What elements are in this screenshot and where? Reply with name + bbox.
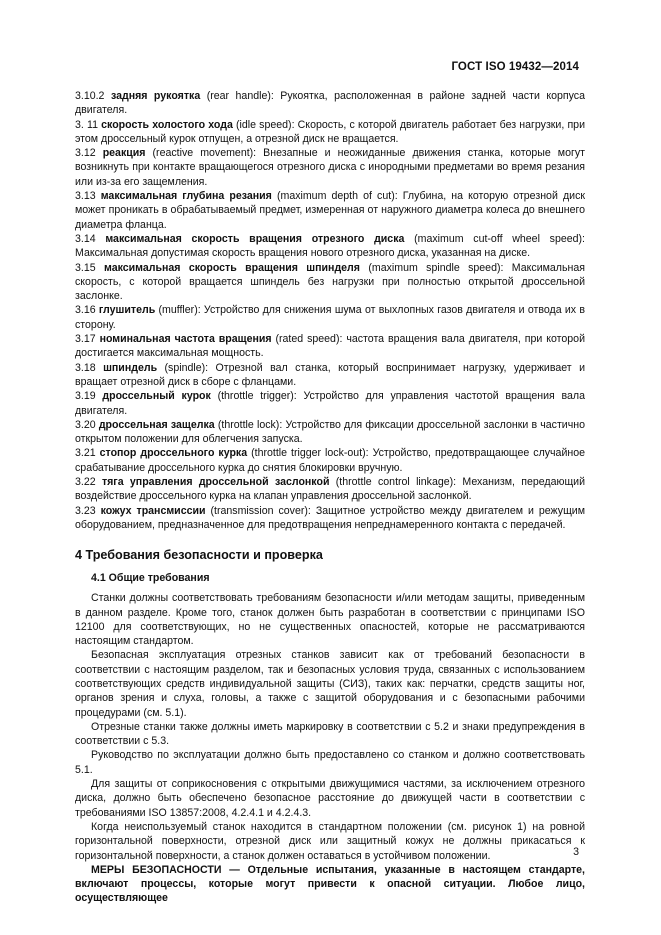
safety-warning: МЕРЫ БЕЗОПАСНОСТИ — Отдельные испытания, указанные в настоящем стандарте, включают процессы, которые могут привести к опасной ситуации. Любое лицо, осуществляющее <box>75 863 585 905</box>
definition-item: 3.19 дроссельный курок (throttle trigger): Устройство для управления частотой вращения вала двигателя. <box>75 390 585 417</box>
definition-item: 3.12 реакция (reactive movement): Внезапные и неожиданные движения станка, которые могут возникнуть при контакте вращающегося отрезного диска с инородными предметами во время резания или из-за его защемления. <box>75 147 585 188</box>
definition-item: 3.10.2 задняя рукоятка (rear handle): Рукоятка, расположенная в районе задней части корпуса двигателя. <box>75 90 585 117</box>
definition-item: 3.21 стопор дроссельного курка (throttle trigger lock-out): Устройство, предотвращающее случайное срабатывание дроссельного курка до снятия блокировки вручную. <box>75 447 586 474</box>
document-header: ГОСТ ISO 19432—2014 <box>451 61 579 73</box>
definition-item: 3.13 максимальная глубина резания (maximum depth of cut): Глубина, на которую отрезной диск может проникать в обрабатываемый предмет, измеренная от наружного диаметра колеса до внешнего диаметра фланца. <box>75 190 585 231</box>
definitions-list <box>75 89 585 532</box>
definition-item: 3.14 максимальная скорость вращения отрезного диска (maximum cut-off wheel speed): Максимальная допустимая скорость вращения нового отрезного диска, указанная на диске. <box>75 232 585 260</box>
body-paragraph: Руководство по эксплуатации должно быть предоставлено со станком и должно соответствовать 5.1. <box>75 749 585 776</box>
definition-item: 3. 11 скорость холостого хода (idle speed): Скорость, с которой двигатель работает без нагрузки, при этом дроссельный курок отпущен, а отрезной диск не вращается. <box>75 118 585 145</box>
definition-item: 3.22 тяга управления дроссельной заслонкой (throttle control linkage): Механизм, передающий воздействие дроссельного курка на клапан управления дроссельной заслонкой. <box>75 476 585 503</box>
definition-item: 3.16 глушитель (muffler): Устройство для снижения шума от выхлопных газов двигателя и отвода их в сторону. <box>75 304 585 331</box>
definition-item: 3.15 максимальная скорость вращения шпинделя (maximum spindle speed): Максимальная скорость, с которой вращается шпиндель без нагрузки при полностью открытой дроссельной заслонке. <box>75 261 585 303</box>
definition-item: 3.18 шпиндель (spindle): Отрезной вал станка, который воспринимает нагрузку, удерживает и вращает отрезной диск в сборе с фланцами. <box>75 361 585 388</box>
body-paragraph: Для защиты от соприкосновения с открытыми движущимися частями, за исключением отрезного диска, должно быть обеспечено безопасное расстояние до движущей части в соответствии с требованиями ISO 13857:2008, 4.2.4.1 и 4.2.4.3. <box>75 778 585 819</box>
page-number: 3 <box>573 846 579 858</box>
definition-item: 3.17 номинальная частота вращения (rated speed): частота вращения вала двигателя, при которой достигается максимальная мощность. <box>75 333 585 360</box>
body-paragraph: Безопасная эксплуатация отрезных станков зависит как от требований безопасности в соответствии с настоящим разделом, так и безопасных условия труда, связанных с использованием соответствующих средств индивидуальной защиты (СИЗ), таких как: перчатки, средств защиты ног, органов зрения и слуха, головы, а также с защитой оборудования и с безопасными рабочими процедурами (см. 5.1). <box>75 649 585 719</box>
page-content <box>75 89 585 906</box>
definition-item: 3.23 кожух трансмиссии (transmission cover): Защитное устройство между двигателем и режущим оборудованием, предназначенное для предотвращения непреднамеренного контакта с передачей. <box>75 504 585 531</box>
body-paragraph: Отрезные станки также должны иметь маркировку в соответствии с 5.2 и знаки предупреждения в соответствии с 5.3. <box>75 720 585 748</box>
definition-item: 3.20 дроссельная защелка (throttle lock): Устройство для фиксации дроссельной заслонки в частично открытом положении для облегчения запуска. <box>75 418 585 446</box>
body-paragraph: Когда неиспользуемый станок находится в стандартном положении (см. рисунок 1) на ровной горизонтальной поверхности, отрезной диск или защитный кожух не должны прикасаться к горизонтальной поверхности, а станок должен оставаться в устойчивом положении. <box>75 820 585 862</box>
body-paragraph: Станки должны соответствовать требованиям безопасности и/или методам защиты, приведенным в данном разделе. Кроме того, станок должен быть разработан в соответствии с принципами ISO 12100 для соответствующих, но не существенных опасностей, которые не рассматриваются настоящим стандартом. <box>75 592 585 648</box>
section-title: 4 Требования безопасности и проверка <box>75 548 323 563</box>
subsection-title: 4.1 Общие требования <box>91 572 210 585</box>
